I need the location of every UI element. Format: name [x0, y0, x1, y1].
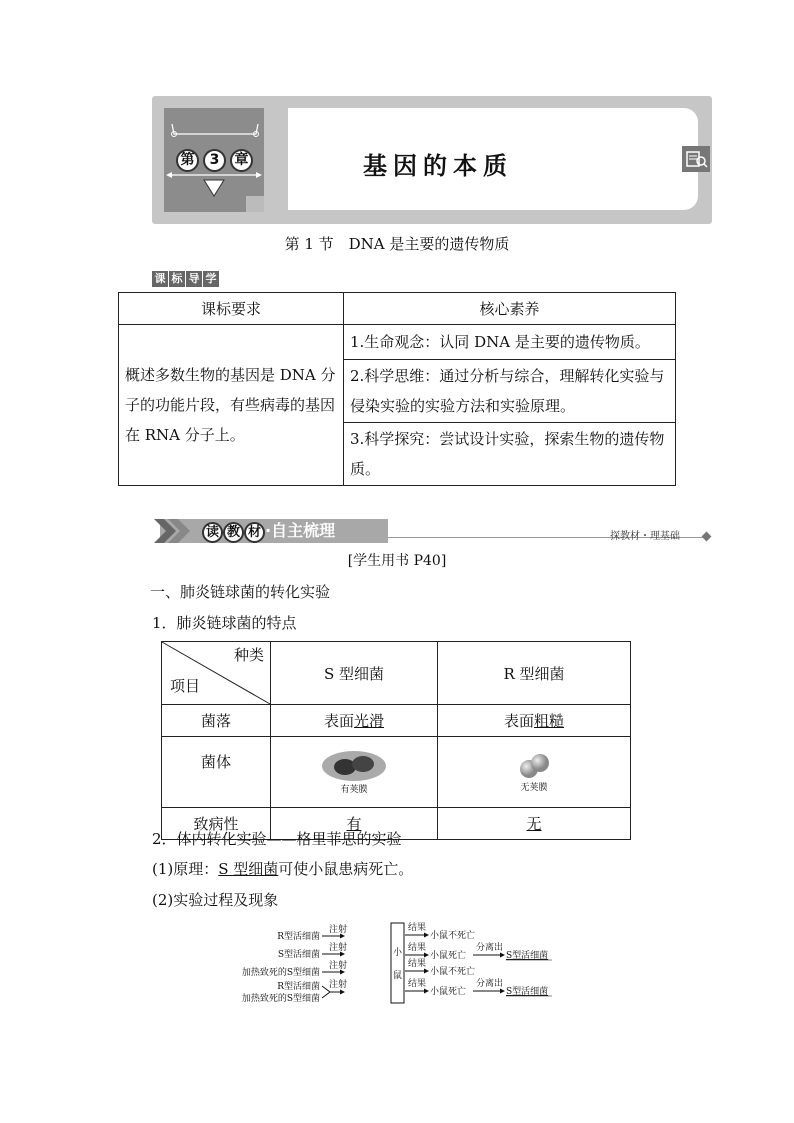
col-r-type: R 型细菌 — [438, 642, 631, 705]
chevron-right-icon — [150, 515, 210, 547]
guide-tag-char: 标 — [169, 271, 185, 287]
outcome-2: 小鼠死亡 — [430, 951, 467, 961]
experiment-flow-diagram — [241, 920, 568, 1010]
separate-label-1: 分离出 — [476, 943, 504, 953]
heading-in-vivo: 2．体内转化实验——格里菲思的实验 — [152, 830, 402, 848]
isolated-2: S型活细菌 — [506, 987, 549, 997]
separate-label-2: 分离出 — [476, 979, 504, 989]
guide-tag-char: 课 — [152, 271, 168, 287]
read-banner-right: 探教材・理基础 — [610, 531, 680, 542]
flow-input-4: R型活细菌 — [277, 982, 320, 992]
inject-label-2: 注射 — [329, 943, 348, 953]
guide-tag — [152, 267, 222, 283]
section-title: 第 1 节 DNA 是主要的遗传物质 — [284, 235, 510, 253]
bacteria-table — [161, 641, 631, 840]
outcome-3: 小鼠不死亡 — [430, 967, 476, 977]
inject-label-4: 注射 — [329, 980, 348, 990]
chapter-badge — [164, 108, 264, 212]
principle-prefix: (1)原理： — [152, 860, 219, 878]
corner-top: 种类 — [233, 646, 264, 664]
flow-input-5: 加热致死的S型细菌 — [241, 994, 320, 1004]
r-body-caption: 无荚膜 — [520, 783, 548, 793]
standards-requirement: 概述多数生物的基因是 DNA 分子的功能片段，有些病毒的基因在 RNA 分子上。 — [119, 325, 344, 486]
guide-tag-char: 导 — [186, 271, 202, 287]
mouse-char-1: 小 — [393, 948, 403, 958]
s-body-caption: 有荚膜 — [340, 785, 368, 795]
diamond-icon — [702, 532, 712, 542]
read-banner-title — [202, 519, 335, 543]
standards-literacy-3: 3.科学探究：尝试设计实验，探索生物的遗传物质。 — [344, 423, 676, 486]
heading-process: (2)实验过程及现象 — [152, 891, 279, 909]
outcome-1: 小鼠不死亡 — [430, 931, 476, 941]
principle-line — [152, 858, 413, 879]
chapter-prefix: 第 — [176, 149, 199, 172]
r-pathogenicity-value: 无 — [526, 815, 542, 833]
chapter-title: 基因的本质 — [363, 152, 513, 180]
standards-table — [118, 292, 676, 486]
flow-input-2: S型活细菌 — [277, 950, 320, 960]
s-body — [271, 737, 438, 808]
read-banner-dot: · — [265, 521, 272, 540]
read-banner-char: 材 — [244, 522, 265, 543]
inject-label-3: 注射 — [329, 961, 348, 971]
s-colony — [271, 705, 438, 737]
read-banner-char: 读 — [202, 522, 223, 543]
read-banner-char: 教 — [223, 522, 244, 543]
corner-cell — [162, 642, 271, 705]
chapter-number: 3 — [203, 149, 226, 172]
col-s-type: S 型细菌 — [271, 642, 438, 705]
r-colony-value: 粗糙 — [534, 712, 565, 730]
standards-literacy-2: 2.科学思维：通过分析与综合，理解转化实验与侵染实验的实验方法和实验原理。 — [344, 360, 676, 423]
row-colony-label: 菌落 — [162, 705, 271, 737]
flow-input-3: 加热致死的S型细菌 — [241, 968, 320, 978]
row-body-label: 菌体 — [162, 737, 271, 808]
r-colony-prefix: 表面 — [503, 712, 534, 730]
isolated-1: S型活细菌 — [506, 951, 549, 961]
standards-header-requirement: 课标要求 — [119, 293, 344, 325]
read-banner-subtitle: 自主梳理 — [271, 521, 336, 540]
row-pathogenicity-label: 致病性 — [162, 808, 271, 840]
chapter-suffix: 章 — [230, 149, 253, 172]
inject-label-1: 注射 — [329, 925, 348, 935]
result-label-2: 结果 — [408, 943, 427, 953]
heading-transformation: 一、肺炎链球菌的转化实验 — [150, 583, 331, 601]
heading-characteristics: 1．肺炎链球菌的特点 — [152, 614, 297, 632]
result-label-4: 结果 — [408, 979, 427, 989]
corner-bottom: 项目 — [170, 677, 201, 695]
book-search-icon — [682, 146, 710, 172]
result-label-3: 结果 — [408, 959, 427, 969]
mouse-box — [391, 923, 404, 1003]
mouse-char-2: 鼠 — [393, 971, 403, 981]
s-pathogenicity-value: 有 — [346, 815, 362, 833]
principle-underlined: S 型细菌 — [218, 860, 279, 878]
s-colony-prefix: 表面 — [323, 712, 354, 730]
s-colony-value: 光滑 — [354, 712, 385, 730]
principle-rest: 可使小鼠患病死亡。 — [278, 860, 414, 878]
result-label-1: 结果 — [408, 923, 427, 933]
standards-literacy-1: 1.生命观念：认同 DNA 是主要的遗传物质。 — [344, 325, 676, 360]
flow-input-1: R型活细菌 — [277, 932, 320, 942]
capsuled-bacteria-icon — [319, 749, 389, 783]
outcome-4: 小鼠死亡 — [430, 987, 467, 997]
r-colony — [438, 705, 631, 737]
book-reference: [学生用书 P40] — [347, 553, 447, 569]
r-body — [438, 737, 631, 808]
r-pathogenicity — [438, 808, 631, 840]
uncapsuled-bacteria-icon — [514, 751, 554, 781]
guide-tag-char: 学 — [203, 271, 219, 287]
standards-header-literacy: 核心素养 — [344, 293, 676, 325]
